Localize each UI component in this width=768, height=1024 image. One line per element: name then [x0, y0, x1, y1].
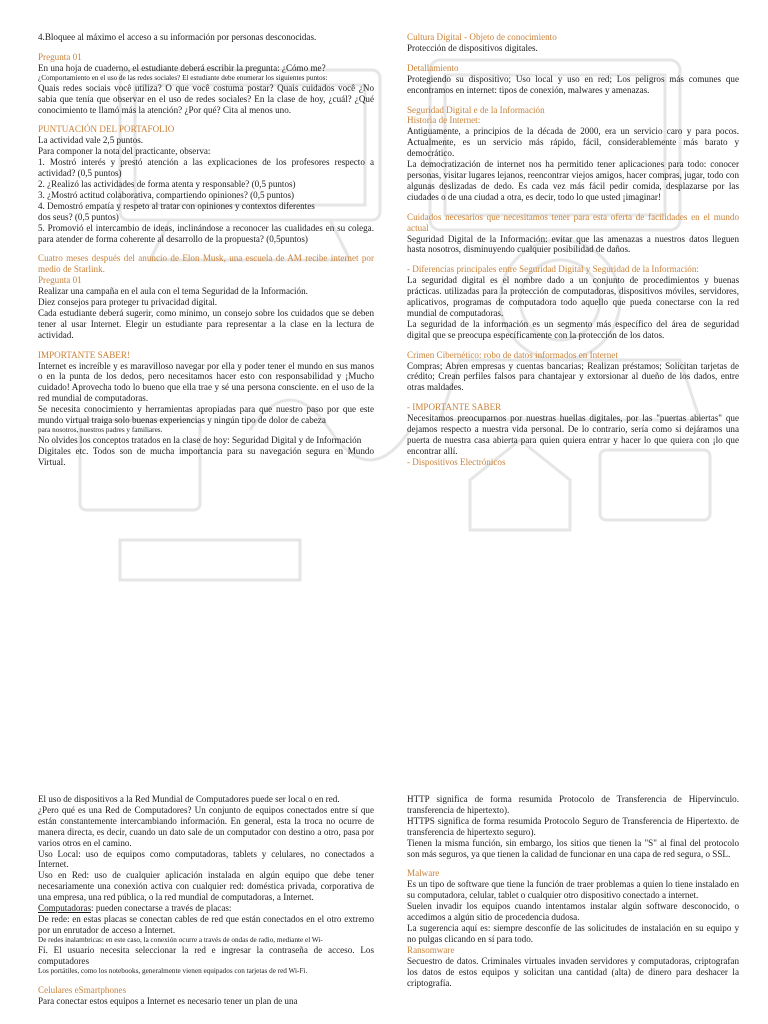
- text-block: Realizar una campaña en el aula con el tema Seguridad de la Información.: [38, 286, 308, 297]
- heading-pregunta: Pregunta 01: [38, 275, 82, 286]
- text-block: HTTP significa de forma resumida Protocolo de Transferencia de Hipervínculo. transferencia de hipertexto).: [407, 794, 739, 815]
- text-block: ¿Pero qué es una Red de Computadores? Un conjunto de equipos conectados entre sí que están constantemente intercambiando información. En general, esta la troca no ocurre de manera directa, es decir, cuando un dato sale de un computador con destino a otro, pasa por varios otros en el camino.: [38, 804, 374, 848]
- text-block: Cada estudiante deberá sugerir, como mínimo, un consejo sobre los cuidados que se deben tener al usar Internet. Elegir un estudiante para representar a la clase en la lectura de actividad.: [38, 307, 374, 340]
- text-small: para nosotros, nuestros padres y familiares.: [38, 426, 163, 434]
- heading-importante: IMPORTANTE SABER!: [38, 349, 130, 360]
- text-block: Secuestro de datos. Criminales virtuales invaden servidores y computadoras, criptografan los datos de estos equipos y solicitan una cantidad (alta) de dinero para deshacer la criptografía.: [407, 955, 739, 988]
- heading-historia: Historia de Internet:: [407, 115, 481, 126]
- heading-starlink: Cuatro meses después del anuncio de Elon Musk, una escuela de AM recibe internet por medio de Starlink.: [38, 253, 374, 275]
- heading-crimen: Crimen Cibernético: robo de datos informados en Internet: [407, 349, 618, 360]
- heading-detallamiento: Detallamiento: [407, 62, 459, 73]
- list-item: dos seus? (0,5 puntos): [38, 211, 119, 222]
- text-block: La democratización de internet nos ha permitido tener aplicaciones para todo: conocer personas, visitar lugares lejanos, reencontrar viejos amigos, hacer compras, jugar, todo con algunas deslizadas de dedo. Es cada vez más fácil pedir comida, desplazarse por las ciudades o de una ciudad a otra, es decir, todo lo que usted ¡imaginar!: [407, 159, 739, 202]
- text-small: Los portátiles, como los notebooks, generalmente vienen equipados con tarjetas de red Wi-Fi.: [38, 966, 308, 975]
- text-block: La actividad vale 2,5 puntos.: [38, 135, 144, 146]
- text-block: La sugerencia aquí es: siempre desconfíe de las solicitudes de instalación en su equipo y no pulgas clicando en sí para todo.: [407, 922, 739, 944]
- list-item: 4. Demostró empatía y respeto al tratar con opiniones y contextos diferentes: [38, 200, 315, 211]
- text-block: Compras; Abren empresas y cuentas bancarias; Realizan préstamos; Solicitan tarjetas de crédito; Crean perfiles falsos para chantajear y extorsionar al dueño de los dados, entre otras maldades.: [407, 360, 739, 393]
- column-top-left: [38, 32, 374, 468]
- text-block: Protección de dispositivos digitales.: [407, 42, 538, 53]
- text-block: Fi. El usuario necesita seleccionar la red e ingresar la contraseña de acceso. Los computadores: [38, 944, 374, 966]
- text-block: Protegiendo su dispositivo; Uso local y uso en red; Los peligros más comunes que encontramos en internet: tipos de conexión, malwares y amenazas.: [407, 73, 739, 95]
- text-block: Uso Local: uso de equipos como computadoras, tablets y celulares, no conectados a Internet.: [38, 848, 374, 870]
- text-block: La seguridad digital es el nombre dado a un conjunto de procedimientos y buenas prácticas. utilizadas para la protección de computadoras, dispositivos móviles, servidores, aplicativos, programas de computadora todo aquello que pueda conectarse con la red mundial de computadoras.: [407, 275, 739, 318]
- text-block: Suelen invadir los equipos cuando intentamos instalar algún software desconocido, o accedimos a algún sitio de procedencia dudosa.: [407, 901, 739, 923]
- text-block: Uso en Red: uso de cualquier aplicación instalada en algún equipo que debe tener necesariamente una conexión activa con cualquier red: doméstica privada, corporativa de una empresa, una red pública, o la red mundial de computadoras, a Internet.: [38, 870, 374, 903]
- text-block: De rede: en estas placas se conectan cables de red que están conectados en el otro extremo por un enrutador de acceso a Internet.: [38, 913, 374, 935]
- heading-cultura: Cultura Digital - Objeto de conocimiento: [407, 32, 557, 42]
- computadoras-label: Computadoras: [38, 903, 92, 914]
- text-block: Es un tipo de software que tiene la función de traer problemas a quien lo tiene instalado en su computadora, celular, tablet o cualquier otro dispositivo conectado a internet.: [407, 879, 739, 901]
- list-item: 5. Promovió el intercambio de ideas, inclinándose a reconocer las cualidades en su colega. para atender de forma coherente al desarrollo de la propuesta? (0,5puntos): [38, 222, 374, 244]
- text-block: [38, 903, 374, 914]
- text-inline: : pueden conectarse a través de placas:: [91, 903, 232, 914]
- list-item: 2. ¿Realizó las actividades de forma atenta y responsable? (0,5 puntos): [38, 178, 296, 189]
- heading-celulares: Celulares eSmartphones: [38, 984, 127, 995]
- column-bottom-left: [38, 794, 374, 1006]
- heading-diferencias: - Diferencias principales entre Seguridad Digital y Seguridad de la Información:: [407, 264, 699, 275]
- text-block: Tienen la misma función, sin embargo, los sitios que tienen la "S" al final del protocolo son más seguros, ya que tienen la calidad de funcionar en una capa de red segura, o SSL.: [407, 837, 739, 859]
- heading-puntuacion: PUNTUACIÓN DEL PORTAFOLIO: [38, 124, 175, 135]
- list-item: 1. Mostró interés y prestó atención a las explicaciones de los profesores respecto a actividad? (0,5 puntos): [38, 157, 374, 179]
- heading-pregunta: Pregunta 01: [38, 51, 82, 62]
- text-block: Quais redes sociais você utiliza? O que você costuma postar? Quais cuidados você ¿No sabia que tenía que observar en el uso de redes sociales? En la clase de hoy, ¿cuál? ¿Qué conocimiento te llamó más la atención? ¿Por qué? Cita al menos uno.: [38, 82, 374, 115]
- text-block: En una hoja de cuaderno, el estudiante deberá escribir la pregunta: ¿Cómo me?: [38, 62, 326, 73]
- heading-dispositivos: - Dispositivos Electrónicos: [407, 456, 506, 467]
- heading-malware: Malware: [407, 868, 440, 879]
- list-item: 3. ¿Mostró actitud colaborativa, compartiendo opiniones? (0,5 puntos): [38, 189, 295, 200]
- text-block: 4.Bloquee al máximo el acceso a su información por personas desconocidas.: [38, 32, 317, 42]
- text-block: Para componer la nota del practicante, observa:: [38, 146, 211, 157]
- text-block: No olvides los conceptos tratados en la clase de hoy: Seguridad Digital y de Información: [38, 435, 362, 445]
- column-top-right: [407, 32, 739, 468]
- text-block: Diez consejos para proteger tu privacidad digital.: [38, 297, 218, 308]
- text-block: HTTPS significa de forma resumida Protocolo Seguro de Transferencia de Hipertexto. de transferencia de hipertexto seguro).: [407, 815, 739, 837]
- text-block: La seguridad de la información es un segmento más específico del área de seguridad digital que se preocupa específicamente con la protección de los datos.: [407, 318, 739, 340]
- text-block: Internet es increíble y es maravilloso navegar por ella y poder tener el mundo en sus manos o en la punta de los dedos, pero necesitamos hacer esto con responsabilidad y ¡Mucho cuidado! Aprovecha todo lo bueno que ella trae y sé una persona consciente. en el uso de la red mundial de computadoras.: [38, 360, 374, 404]
- heading-ransomware: Ransomware: [407, 944, 455, 955]
- heading-importante: - IMPORTANTE SABER: [407, 402, 502, 413]
- column-bottom-right: [407, 794, 739, 988]
- heading-cuidados: Cuidados necesarios que necesitamos tener para esta oferta de facilidades en el mundo actual: [407, 211, 739, 233]
- text-small: De redes inalambricas: en este caso, la conexión ocurre a través de ondas de radio, mediante el Wi-: [38, 935, 323, 944]
- text-block: Antiguamente, a principios de la década de 2000, era un servicio caro y para pocos. Actualmente, es un servicio más rápido, fácil, considerablemente más barato y democrático.: [407, 126, 739, 159]
- text-block: Seguridad Digital de la Información: evitar que las amenazas a nuestros datos lleguen hasta nosotros, disminuyendo cualquier posibilidad de daños.: [407, 233, 739, 255]
- text-block: El uso de dispositivos a la Red Mundial de Computadores puede ser local o en red.: [38, 794, 340, 804]
- text-block: Necesitamos preocuparnos por nuestras huellas digitales, por las "puertas abiertas" que dejamos respecto a nuestra vida personal. De lo contrario, sería como si dejáramos una puerta de nuestra casa abierta para quien quiera entrar y hacer lo que quiera con ¡lo que encontrar allí.: [407, 413, 739, 456]
- text-block: Se necesita conocimiento y herramientas apropiadas para que nuestro paso por que este mundo virtual traiga solo buenas experiencias y ningún tipo de dolor de cabeza: [38, 404, 374, 426]
- text-block: Digitales etc. Todos son de mucha importancia para su navegación segura en Mundo Virtual.: [38, 445, 374, 467]
- text-small: ¿Comportamiento en el uso de las redes sociales? El estudiante debe enumerar los siguientes puntos:: [38, 73, 328, 82]
- heading-seguridad: Seguridad Digital e de la Información: [407, 104, 545, 115]
- text-block: Para conectar estos equipos a Internet es necesario tener un plan de una: [38, 995, 298, 1006]
